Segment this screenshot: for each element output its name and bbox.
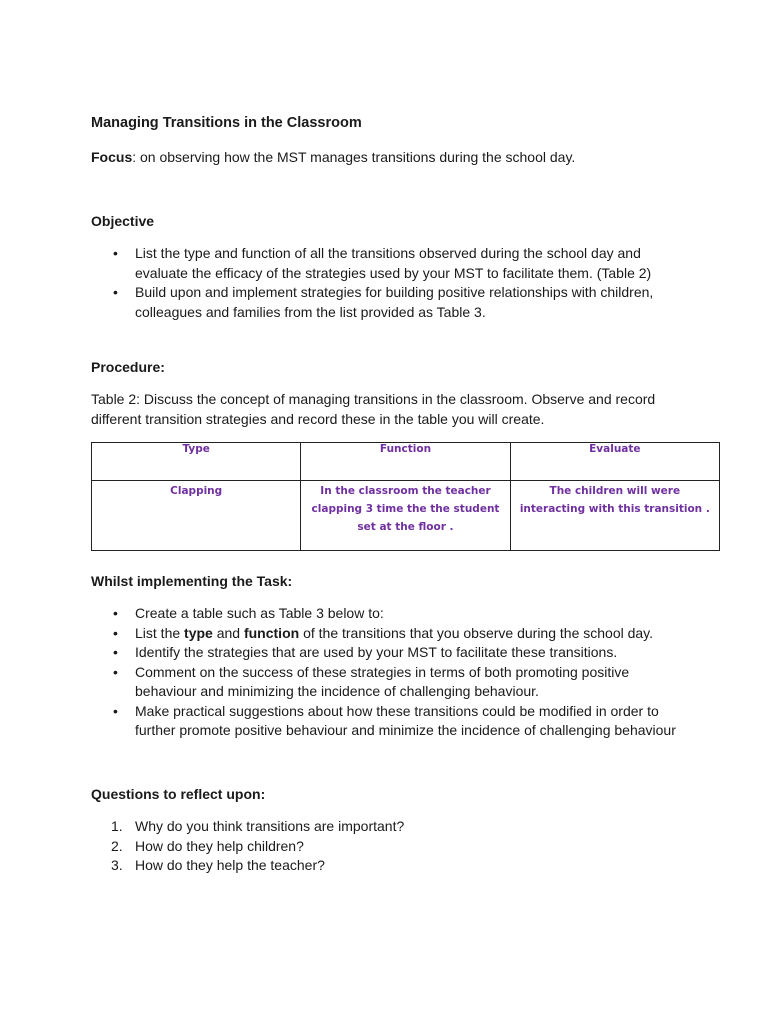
list-item: • List the type and function of all the transitions observed during the school day and evaluate the efficacy of the strategies used by your MST to facilitate them. (Table 2): [113, 245, 652, 281]
table-row: [92, 481, 720, 551]
table-header-cell: Evaluate: [510, 443, 719, 481]
transitions-table: [91, 442, 720, 551]
table-cell: In the classroom the teacher clapping 3 time the the student set at the floor .: [301, 481, 510, 551]
list-number: 1.: [111, 818, 123, 834]
list-item: • Build upon and implement strategies for building positive relationships with children, colleagues and families from the list provided as Table 3.: [113, 284, 654, 320]
focus-text: : on observing how the MST manages transitions during the school day.: [132, 149, 576, 165]
task-list: [91, 604, 691, 741]
list-item: • Identify the strategies that are used by your MST to facilitate these transitions.: [91, 643, 691, 663]
bullet-marker: •: [113, 245, 118, 261]
table-header-row: [92, 443, 720, 481]
procedure-text: Table 2: Discuss the concept of managing transitions in the classroom. Observe and record different transition strategies and record these in the table you will create.: [91, 391, 656, 427]
objective-list: [91, 244, 691, 322]
list-item: • Create a table such as Table 3 below to:: [91, 604, 691, 624]
table-cell: The children will were interacting with this transition .: [510, 481, 719, 551]
list-item: 2. How do they help children?: [91, 837, 691, 857]
bullet-marker: •: [113, 644, 118, 660]
list-item: 1. Why do you think transitions are important?: [91, 817, 691, 837]
objective-heading: Objective: [91, 213, 155, 229]
list-item: 3. How do they help the teacher?: [91, 856, 691, 876]
list-item: • List the type and function of the transitions that you observe during the school day.: [91, 624, 691, 644]
questions-list: [91, 817, 691, 876]
task-heading: Whilst implementing the Task:: [91, 573, 293, 589]
procedure-heading: Procedure:: [91, 359, 165, 375]
page-title: Managing Transitions in the Classroom: [91, 115, 362, 131]
table-cell: Clapping: [92, 481, 301, 551]
list-item: • Comment on the success of these strategies in terms of both promoting positive behaviour and minimizing the incidence of challenging behaviour.: [113, 663, 630, 699]
table-header-cell: Type: [92, 443, 301, 481]
bullet-marker: •: [113, 663, 118, 680]
bullet-marker: •: [113, 605, 118, 621]
questions-heading: Questions to reflect upon:: [91, 786, 266, 802]
bullet-marker: •: [113, 702, 118, 719]
focus-line: [91, 149, 575, 165]
bullet-marker: •: [113, 284, 118, 300]
bullet-marker: •: [113, 624, 118, 641]
table-header-cell: Function: [301, 443, 510, 481]
list-number: 2.: [111, 837, 123, 854]
focus-label: Focus: [91, 149, 133, 165]
list-item: • Make practical suggestions about how these transitions could be modified in order to further promote positive behaviour and minimize the incidence of challenging behaviour: [113, 702, 676, 738]
list-number: 3.: [111, 857, 123, 873]
